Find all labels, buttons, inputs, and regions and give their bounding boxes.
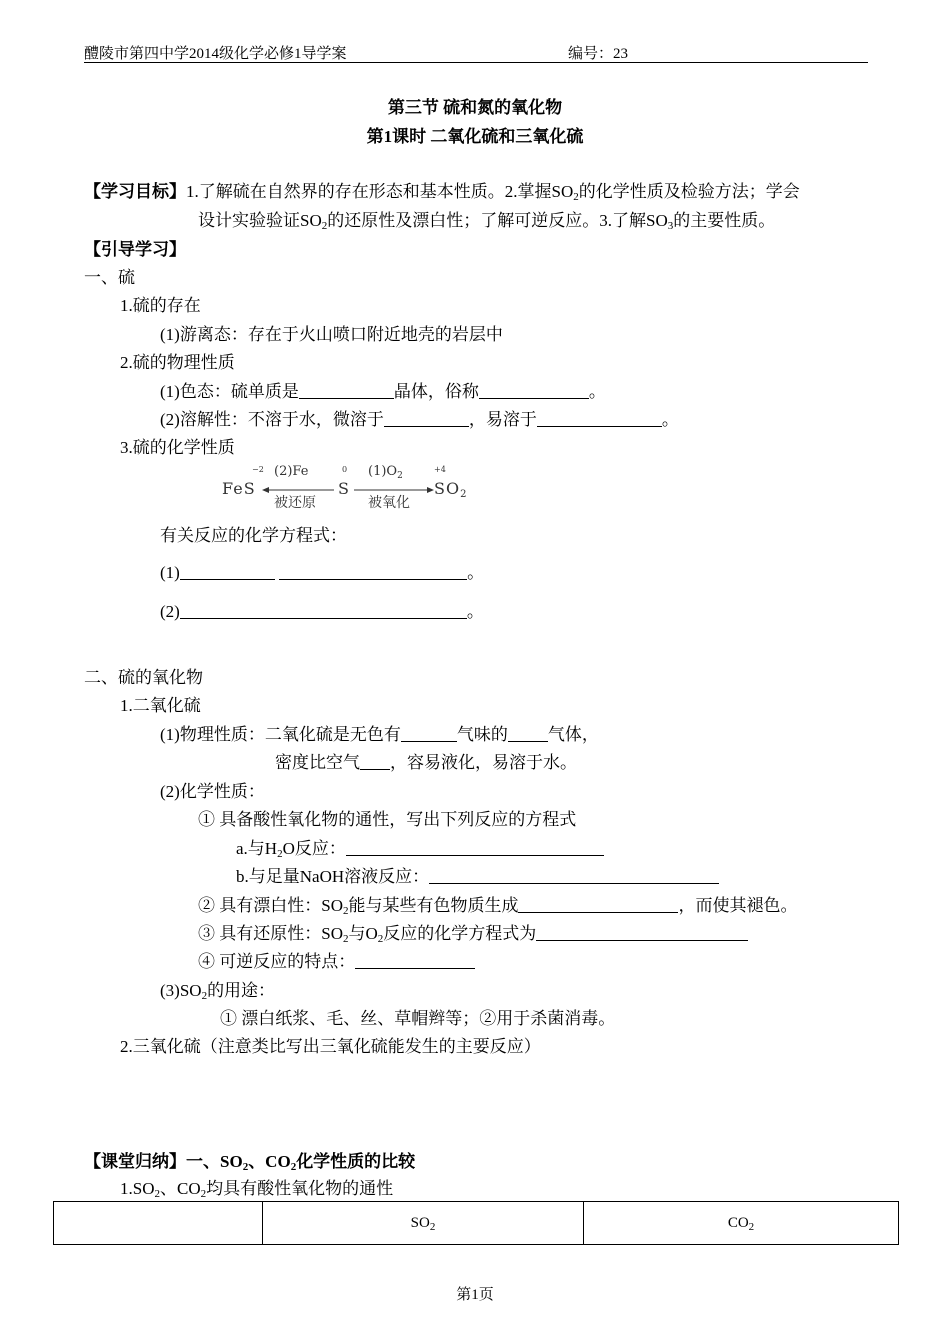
- blank-reversible[interactable]: [355, 951, 475, 969]
- so2-uses-heading: $(3)SO_2$的用途：: [160, 981, 276, 1002]
- blank-equation-2[interactable]: [180, 601, 467, 619]
- equation-1: (1) 。: [160, 563, 485, 582]
- table-row: [54, 1202, 899, 1245]
- equation-2: (2) 。: [160, 602, 484, 621]
- so2-with-water: a.与$H_2O$反应：: [236, 834, 604, 859]
- blank-slightly-soluble[interactable]: [384, 409, 469, 427]
- so2-uses: ① 漂白纸浆、毛、丝、草帽辫等；②用于杀菌消毒。: [220, 1009, 616, 1028]
- table-header-so2: $SO_2$: [263, 1202, 584, 1245]
- page-number: 第1页: [456, 1287, 494, 1303]
- equations-intro: 有关反应的化学方程式：: [160, 526, 347, 545]
- blank-common-name[interactable]: [479, 381, 589, 399]
- s-left-oxidation-state: −2: [252, 465, 264, 474]
- summary-heading: 【课堂归纳】一、$SO_2$、$CO_2$化学性质的比较: [84, 1152, 416, 1173]
- right-arrow-icon: [354, 485, 434, 495]
- s-oxidation-state: 0: [342, 465, 348, 474]
- left-arrow-icon: [262, 485, 334, 495]
- blank-water-reaction[interactable]: [346, 838, 604, 856]
- sec1-solubility: (2)溶解性：不溶于水，微溶于 ，易溶于 。: [160, 410, 679, 429]
- blank-odor[interactable]: [401, 724, 457, 742]
- sulfur-label: S: [338, 479, 349, 498]
- arrow-right-bottom-label: 被氧化: [368, 495, 410, 511]
- blank-oxidation-equation[interactable]: [536, 923, 748, 941]
- header-title: 醴陵市第四中学2014级化学必修1导学案: [84, 46, 347, 62]
- lesson-title: 第1课时 二氧化硫和三氧化硫: [366, 127, 584, 146]
- so2-reducing: ③ 具有还原性：$SO_2$与$O_2$反应的化学方程式为: [198, 919, 748, 944]
- blank-density[interactable]: [360, 752, 390, 770]
- so2-oxidation-state: +4: [434, 465, 446, 474]
- reversible-reaction: ④ 可逆反应的特点：: [198, 947, 475, 972]
- table-cell-blank: [54, 1202, 263, 1245]
- arrow-right-top-label: $(1)O_2$: [368, 464, 403, 481]
- table-header-co2: $CO_2$: [584, 1202, 899, 1245]
- blank-equation-1b[interactable]: [279, 562, 467, 580]
- arrow-left-bottom-label: 被还原: [274, 495, 316, 511]
- so2-with-naoh: b.与足量NaOH溶液反应：: [236, 862, 719, 887]
- comparison-table: [53, 1201, 899, 1245]
- objectives-line-1: 【学习目标】1.了解硫在自然界的存在形态和基本性质。2.掌握$SO_2$的化学性质及检验方法；学会: [84, 182, 800, 203]
- so2-bleaching: ② 具有漂白性：$SO_2$能与某些有色物质生成 ，而使其褪色。: [198, 896, 798, 917]
- sec1-s3: 3.硫的化学性质: [120, 438, 235, 457]
- section-title: 第三节 硫和氮的氧化物: [387, 98, 563, 117]
- blank-equation-1a[interactable]: [180, 562, 275, 580]
- blank-toxicity[interactable]: [508, 724, 548, 742]
- sec2-heading: 二、硫的氧化物: [84, 668, 203, 687]
- sec2-p1: 1.二氧化硫: [120, 696, 201, 715]
- header-rule: [84, 62, 868, 63]
- so2-physical-2: 密度比空气 ，容易液化，易溶于水。: [275, 753, 577, 772]
- sec2-p2: 2.三氧化硫（注意类比写出三氧化硫能发生的主要反应）: [120, 1037, 541, 1056]
- so2-physical-1: (1)物理性质：二氧化硫是无色有 气味的 气体，: [160, 725, 599, 744]
- summary-line-1: $1.SO_2$、$CO_2$均具有酸性氧化物的通性: [120, 1179, 394, 1200]
- header-number: 编号：23: [568, 46, 629, 62]
- guide-label: 【引导学习】: [84, 240, 186, 259]
- blank-crystal[interactable]: [299, 381, 394, 399]
- so2-chemical-heading: (2)化学性质：: [160, 782, 265, 801]
- sulfur-reaction-scheme: [222, 463, 482, 513]
- objectives-label: 【学习目标】: [84, 182, 186, 201]
- so2-label: $SO_2$: [434, 479, 468, 500]
- blank-naoh-reaction[interactable]: [429, 866, 719, 884]
- sec1-heading: 一、硫: [84, 268, 135, 287]
- objectives-line-2: 设计实验验证$SO_2$的还原性及漂白性；了解可逆反应。3.了解$SO_3$的主要性质。: [198, 211, 776, 232]
- so2-acidic-oxide: ① 具备酸性氧化物的通性，写出下列反应的方程式: [198, 810, 577, 829]
- blank-soluble[interactable]: [537, 409, 662, 427]
- sec1-s1-1: (1)游离态：存在于火山喷口附近地壳的岩层中: [160, 325, 503, 344]
- sec1-color-state: (1)色态：硫单质是 晶体，俗称 。: [160, 382, 606, 401]
- sec1-s1: 1.硫的存在: [120, 296, 201, 315]
- fes-label: FeS: [222, 479, 256, 498]
- arrow-left-top-label: (2)Fe: [274, 464, 309, 479]
- sec1-s2: 2.硫的物理性质: [120, 353, 235, 372]
- blank-bleaching-product[interactable]: [518, 895, 678, 913]
